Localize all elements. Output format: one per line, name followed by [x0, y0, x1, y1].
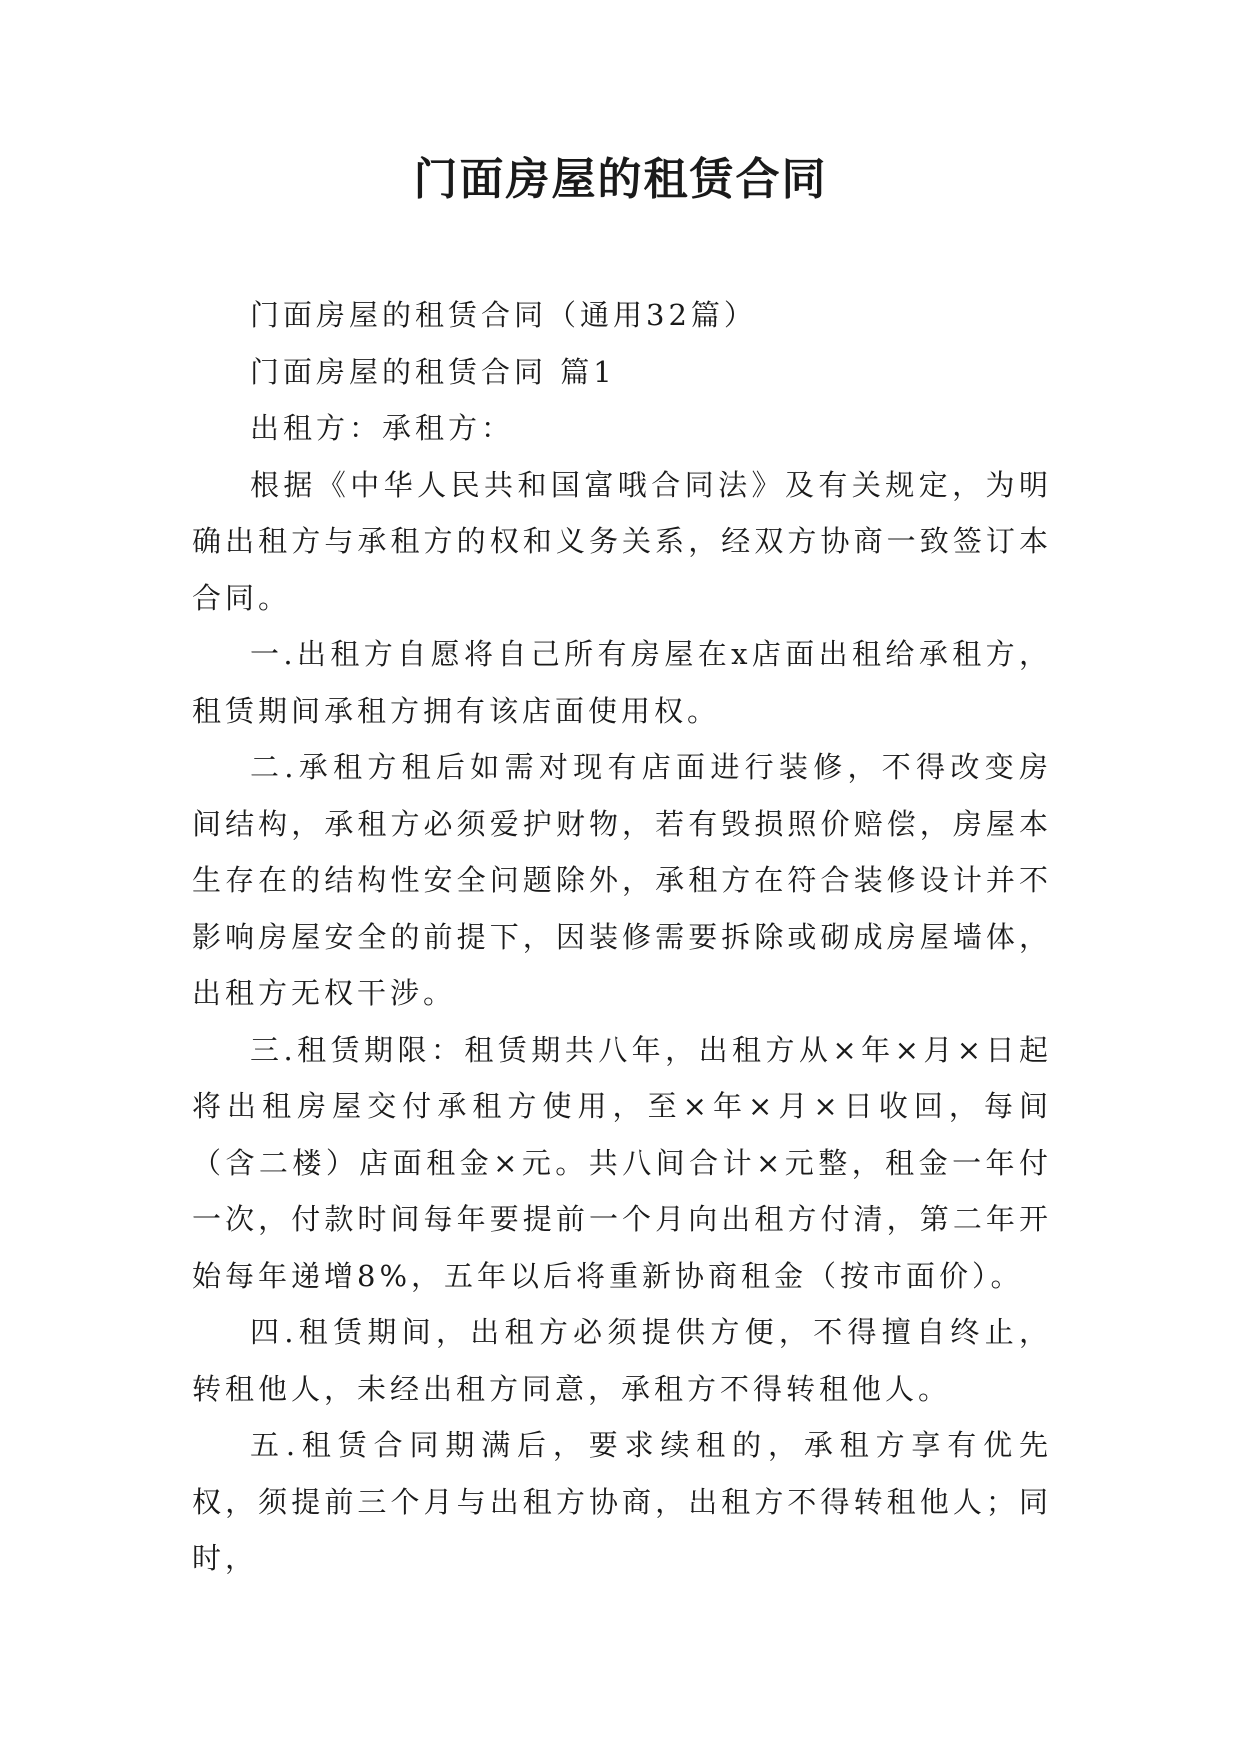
document-title: 门面房屋的租赁合同 [413, 154, 828, 205]
parties-line: 出租方：承租方： [250, 411, 515, 445]
document-body [192, 287, 1052, 1587]
doc-subtitle: 门面房屋的租赁合同（通用32篇） [250, 298, 757, 332]
clause-1: 一.出租方自愿将自己所有房屋在x店面出租给承租方，租赁期间承租方拥有该店面使用权。 [192, 637, 1052, 728]
clause-2: 二.承租方租后如需对现有店面进行装修，不得改变房间结构，承租方必须爱护财物，若有毁损照价赔偿，房屋本生存在的结构性安全问题除外，承租方在符合装修设计并不影响房屋安全的前提下，因装修需要拆除或砌成房屋墙体，出租方无权干涉。 [192, 750, 1052, 1010]
clause-5: 五.租赁合同期满后，要求续租的，承租方享有优先权，须提前三个月与出租方协商，出租方不得转租他人；同时， [192, 1428, 1052, 1575]
section-heading: 门面房屋的租赁合同 篇1 [250, 354, 616, 389]
clause-3: 三.租赁期限：租赁期共八年，出租方从×年×月×日起将出租房屋交付承租方使用，至×年×月×日收回，每间（含二楼）店面租金×元。共八间合计×元整，租金一年付一次，付款时间每年要提前一个月向出租方付清，第二年开始每年递增8%，五年以后将重新协商租金（按市面价）。 [192, 1032, 1052, 1293]
contract-preamble: 根据《中华人民共和国富哦合同法》及有关规定，为明确出租方与承租方的权和义务关系，经双方协商一致签订本合同。 [192, 467, 1052, 615]
clause-4: 四.租赁期间，出租方必须提供方便，不得擅自终止，转租他人，未经出租方同意，承租方不得转租他人。 [192, 1315, 1052, 1406]
